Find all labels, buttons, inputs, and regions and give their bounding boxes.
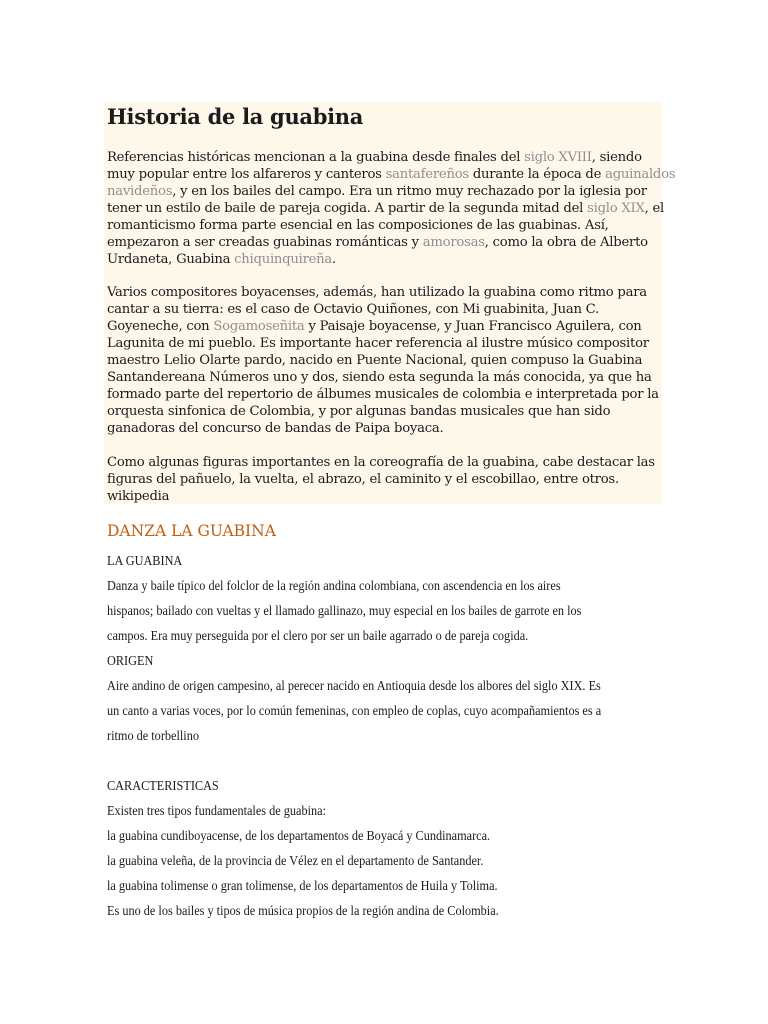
text-line [107, 234, 662, 251]
link-siglo-xviii[interactable]: siglo XVIII [524, 150, 592, 165]
text-line: ganadoras del concurso de bandas de Paipa boyaca. [107, 421, 444, 436]
text: , el [644, 201, 664, 216]
history-title: Historia de la guabina [107, 104, 364, 129]
text-line [107, 251, 662, 268]
text-line: Danza y baile típico del folclor de la región andina colombiana, con ascendencia en los aires [107, 578, 561, 593]
text-line: Varios compositores boyacenses, además, han utilizado la guabina como ritmo para [107, 285, 647, 300]
history-paragraph-1 [107, 149, 676, 268]
link-sogamosenita[interactable]: Sogamoseñita [213, 319, 305, 334]
history-paragraph-3 [107, 454, 662, 505]
list-item: la guabina cundiboyacense, de los departamentos de Boyacá y Cundinamarca. [107, 828, 491, 843]
text: , y en los bailes del campo. Era un ritmo muy rechazado por la iglesia por [172, 184, 647, 199]
text: y Paisaje boyacense, y Juan Francisco Aguilera, con [304, 319, 642, 334]
text: muy popular entre los alfareros y canteros [107, 167, 386, 182]
text-line [107, 149, 662, 166]
subheading-origen: ORIGEN [107, 653, 154, 668]
text: durante la época de [468, 167, 606, 182]
text-line: Es uno de los bailes y tipos de música propios de la región andina de Colombia. [107, 903, 499, 918]
link-siglo-xix[interactable]: siglo XIX [587, 201, 645, 216]
text: Urdaneta, Guabina [107, 252, 235, 267]
subheading-la-guabina: LA GUABINA [107, 553, 183, 568]
danza-section-title: DANZA LA GUABINA [107, 522, 276, 540]
text-line [107, 200, 662, 217]
link-chiquinquirena[interactable]: chiquinquireña [234, 252, 333, 267]
text: , como la obra de Alberto [484, 235, 648, 250]
text-line: hispanos; bailado con vueltas y el llamado gallinazo, muy especial en los bailes de garrote en los [107, 603, 582, 618]
text-line: un canto a varias voces, por lo común femeninas, con empleo de coplas, cuyo acompañamientos es a [107, 703, 602, 718]
text: Referencias históricas mencionan a la guabina desde finales del [107, 150, 525, 165]
text-line: Lagunita de mi pueblo. Es importante hacer referencia al ilustre músico compositor [107, 336, 649, 351]
text-line: ritmo de torbellino [107, 728, 199, 743]
text-line: campos. Era muy perseguida por el clero por ser un baile agarrado o de pareja cogida. [107, 628, 529, 643]
text-line [107, 183, 662, 200]
list-item: la guabina tolimense o gran tolimense, de los departamentos de Huila y Tolima. [107, 878, 498, 893]
history-box [104, 102, 676, 504]
text-line: Santandereana Números uno y dos, siendo esta segunda la más conocida, ya que ha [107, 370, 652, 385]
source-wikipedia: wikipedia [107, 489, 170, 504]
text: Goyeneche, con [107, 319, 214, 334]
text-line: Existen tres tipos fundamentales de guabina: [107, 803, 327, 818]
blank-line [107, 748, 628, 773]
text: tener un estilo de baile de pareja cogida. A partir de la segunda mitad del [107, 201, 588, 216]
text: empezaron a ser creadas guabinas románticas y [107, 235, 423, 250]
text-line: Como algunas figuras importantes en la coreografía de la guabina, cabe destacar las [107, 455, 655, 470]
link-amorosas[interactable]: amorosas [422, 235, 485, 250]
link-navidenos[interactable]: navideños [107, 184, 173, 199]
text-line [107, 318, 662, 335]
danza-body [107, 548, 628, 923]
text: . [332, 252, 336, 267]
text-line: formado parte del repertorio de álbumes musicales de colombia e interpretada por la [107, 387, 659, 402]
text-line [107, 166, 676, 183]
list-item: la guabina veleña, de la provincia de Vélez en el departamento de Santander. [107, 853, 484, 868]
subheading-caracteristicas: CARACTERISTICAS [107, 778, 219, 793]
text: , siendo [591, 150, 642, 165]
history-paragraph-2 [107, 284, 662, 437]
text-line: figuras del pañuelo, la vuelta, el abrazo, el caminito y el escobillao, entre otros. [107, 472, 619, 487]
text-line: maestro Lelio Olarte pardo, nacido en Puente Nacional, quien compuso la Guabina [107, 353, 643, 368]
text-line: cantar a su tierra: es el caso de Octavio Quiñones, con Mi guabinita, Juan C. [107, 302, 599, 317]
text-line: orquesta sinfonica de Colombia, y por algunas bandas musicales que han sido [107, 404, 611, 419]
text-line: romanticismo forma parte esencial en las composiciones de las guabinas. Así, [107, 218, 609, 233]
link-santaferenos[interactable]: santafereños [385, 167, 469, 182]
text-line: Aire andino de origen campesino, al perecer nacido en Antioquia desde los albores del siglo XIX. Es [107, 678, 601, 693]
link-aguinaldos[interactable]: aguinaldos [605, 167, 676, 182]
